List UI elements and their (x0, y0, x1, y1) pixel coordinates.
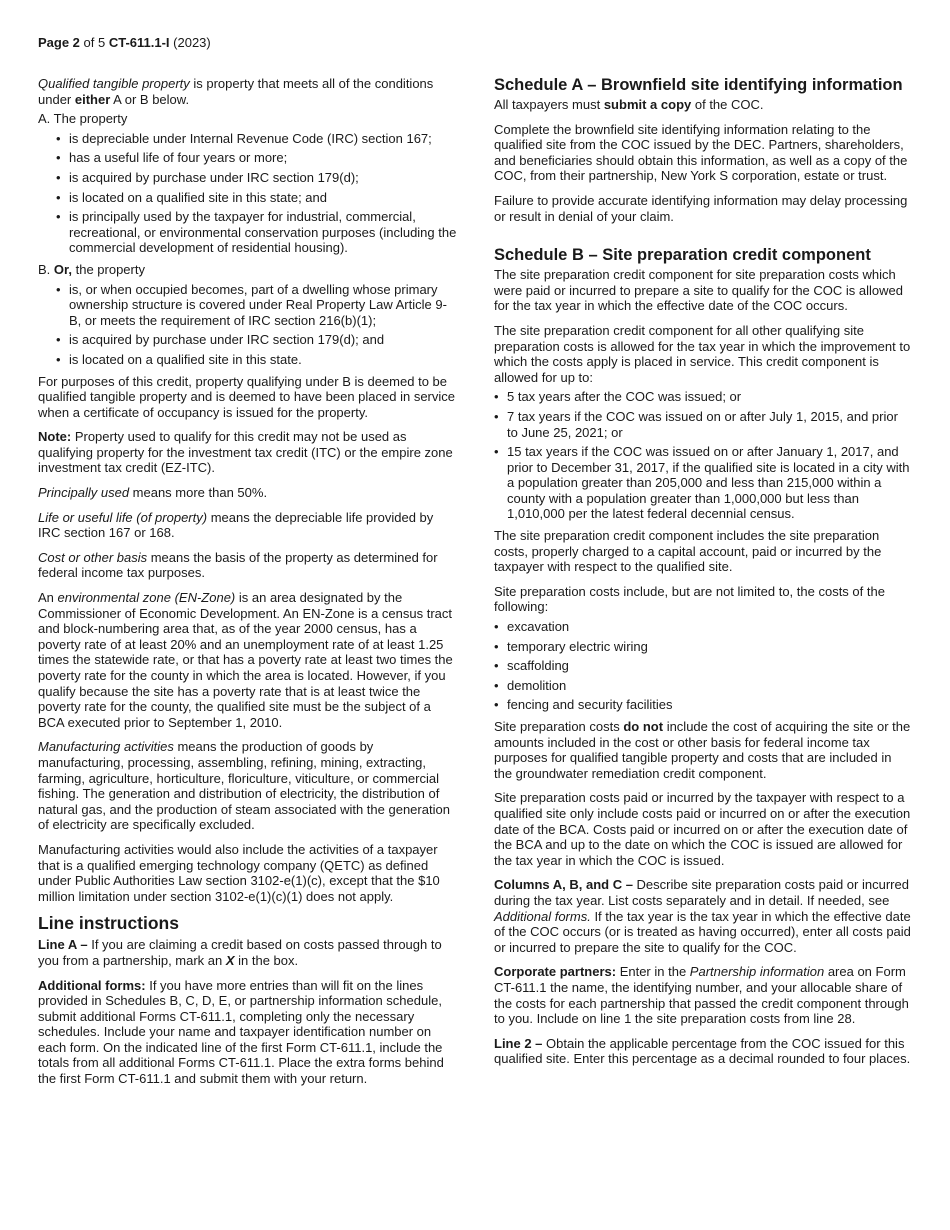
list-item: • 7 tax years if the COC was issued on or after July 1, 2015, and prior to June 25, 2021; or (494, 409, 912, 440)
line-2-paragraph: Line 2 – Obtain the applicable percentage from the COC issued for this qualified site. Enter this percentage as a decimal rounded to four places. (494, 1035, 911, 1067)
condition-b-list (38, 282, 459, 368)
condition-a-label: A. The property (38, 111, 128, 127)
list-item: • is, or when occupied becomes, part of a dwelling whose primary ownership structure is covered under Real Property Law Article 9-B, or meets the requirement of IRC section 216(b)(1); (56, 282, 459, 329)
purposes-paragraph: For purposes of this credit, property qualifying under B is deemed to be qualified tangible property and is deemed to have been placed in service when a certificate of occupancy is issued for the property. (38, 373, 455, 420)
note-paragraph: Note: Property used to qualify for this credit may not be used as qualifying property for the investment tax credit (ITC) or the empire zone investment tax credit (EZ-ITC). (38, 429, 453, 476)
principally-used-definition: Principally used means more than 50%. (38, 485, 268, 501)
corporate-partners-paragraph: Corporate partners: Enter in the Partnership information area on Form CT-611.1 the name, the identifying number, and your allocable share of the costs for each partnership that passed the credit component through to you. Include on line 1 the site preparation costs from line 28. (494, 964, 909, 1027)
schedule-b-heading: Schedule B – Site preparation credit component (494, 246, 871, 265)
list-item: • has a useful life of four years or more; (56, 150, 459, 166)
schedule-b-paragraph-3: The site preparation credit component includes the site preparation costs, properly charged to a capital account, paid or incurred by the taxpayer with respect to the qualified site. (494, 528, 882, 575)
form-id: CT-611.1-I (108, 35, 170, 50)
site-prep-costs-list (494, 619, 912, 713)
line-a-paragraph: Line A – If you are claiming a credit based on costs passed through to you from a partnership, mark an X in the box. (38, 937, 442, 968)
list-item: • is located on a qualified site in this state; and (56, 190, 459, 206)
list-item: • is depreciable under Internal Revenue Code (IRC) section 167; (56, 131, 459, 147)
list-item: • is principally used by the taxpayer for industrial, commercial, recreational, or environmental conservation purposes (including the commercial development of residential housing). (56, 209, 459, 256)
en-zone-definition: An environmental zone (EN-Zone) is an area designated by the Commissioner of Economic Development. An EN-Zone is a census tract and block-numbering area that, as of the year 2000 census, has a poverty rate of at least 20% and an unemployment rate of at least 1.25 times the statewide rate, or that has a poverty rate at least two times the poverty rate for the county in which the area is located. However, if you qualify because the site has a poverty rate that is at least twice the poverty rate for the county, the qualified site must be the subject of a BCA executed prior to September 1, 2010. (38, 590, 453, 730)
credit-years-list (494, 389, 912, 522)
list-item: • is acquired by purchase under IRC section 179(d); (56, 170, 459, 186)
schedule-b-paragraph-4: Site preparation costs include, but are not limited to, the costs of the following: (494, 583, 885, 615)
page-of: of 5 (79, 35, 109, 50)
right-column (494, 76, 912, 1076)
list-item: • is acquired by purchase under IRC section 179(d); and (56, 332, 459, 348)
schedule-b-paragraph-1: The site preparation credit component for site preparation costs which were paid or incurred to prepare a site to qualify for the COC is allowed for the tax year in which the effective date of the COC occurs. (494, 267, 903, 314)
list-item: • demolition (494, 678, 912, 694)
schedule-b-paragraph-2: The site preparation credit component for all other qualifying site preparation costs is allowed for the tax year in which the improvement to which the costs apply is placed in service. This credit component is allowed for up to: (494, 322, 911, 385)
manufacturing-definition: Manufacturing activities means the production of goods by manufacturing, processing, assembling, refining, mining, extracting, farming, agriculture, horticulture, floriculture, viticulture, or commercial fishing. The generation and distribution of electricity, the distribution of natural gas, and the production of steam associated with the generation of electricity are specifically excluded. (38, 739, 450, 833)
condition-a-list (38, 131, 459, 256)
schedule-a-complete-paragraph: Complete the brownfield site identifying information relating to the qualified site from the COC issued by the DEC. Partners, shareholders, and beneficiaries should obtain this information, as well as a copy of the COC, from their partnership, New York S corporation, estate or trust. (494, 121, 908, 184)
list-item: • excavation (494, 619, 912, 635)
list-item: • 5 tax years after the COC was issued; or (494, 389, 912, 405)
schedule-a-heading: Schedule A – Brownfield site identifying information (494, 76, 903, 94)
list-item: • is located on a qualified site in this state. (56, 352, 459, 368)
schedule-b-paragraph-5: Site preparation costs do not include the cost of acquiring the site or the amounts included in the cost or other basis for federal income tax purposes for qualified tangible property and costs that are included in the groundwater remediation credit component. (494, 719, 911, 781)
manufacturing-qetc-paragraph: Manufacturing activities would also include the activities of a taxpayer that is a qualified emerging technology company (QETC) as defined under Public Authorities Law section 3102-e(1)(c), except that the $10 million limitation under section 3102-e(1)(c)(1) does not apply. (38, 841, 440, 904)
list-item: • scaffolding (494, 658, 912, 674)
page-label: Page 2 (38, 35, 80, 50)
schedule-a-copy-paragraph: All taxpayers must submit a copy of the COC. (494, 97, 764, 112)
form-year: (2023) (169, 35, 211, 50)
cost-basis-definition: Cost or other basis means the basis of the property as determined for federal income tax purposes. (38, 549, 438, 581)
schedule-b-paragraph-6: Site preparation costs paid or incurred by the taxpayer with respect to a qualified site only include costs paid or incurred on or after the execution date of the BCA. Costs paid or incurred on or after the execution date of the BCA and up to the date on which the COC is issued are allowed for the tax year in which the COC is issued. (494, 790, 911, 868)
additional-forms-paragraph: Additional forms: If you have more entries than will fit on the lines provided in Schedules B, C, D, E, or partnership information schedule, submit additional Forms CT-611.1, completing only the necessary schedules. Include your name and taxpayer identification number on each form. On the indicated line of the first Form CT-611.1, include the totals from all additional Forms CT-611.1. Place the extra forms behind the first Form CT-611.1 and submit them with your return. (38, 977, 444, 1087)
list-item: • 15 tax years if the COC was issued on or after January 1, 2017, and prior to December 31, 2017, if the qualified site is located in a city with a population greater than 205,000 and less than 215,000 within a county with a population greater than 1,000,000 but less than 1,010,000 per the latest federal decennial census. (494, 444, 912, 522)
page-header (38, 35, 211, 51)
left-column (38, 76, 459, 1096)
line-instructions-heading: Line instructions (38, 913, 179, 934)
list-item: • fencing and security facilities (494, 697, 912, 713)
condition-b-label: B. Or, the property (38, 261, 145, 277)
useful-life-definition: Life or useful life (of property) means the depreciable life provided by IRC section 167 or 168. (38, 509, 434, 541)
schedule-a-failure-paragraph: Failure to provide accurate identifying information may delay processing or result in denial of your claim. (494, 192, 908, 224)
columns-abc-paragraph: Columns A, B, and C – Describe site preparation costs paid or incurred during the tax year. List costs separately and in detail. If needed, see Additional forms. If the tax year is the tax year in which the effective date of the COC occurs (or is treated as having occurred), enter all costs paid or incurred to prepare the site to qualify for the COC. (494, 877, 911, 955)
qtp-definition: Qualified tangible property is property that meets all of the conditions under either A or B below. (38, 76, 434, 107)
list-item: • temporary electric wiring (494, 639, 912, 655)
